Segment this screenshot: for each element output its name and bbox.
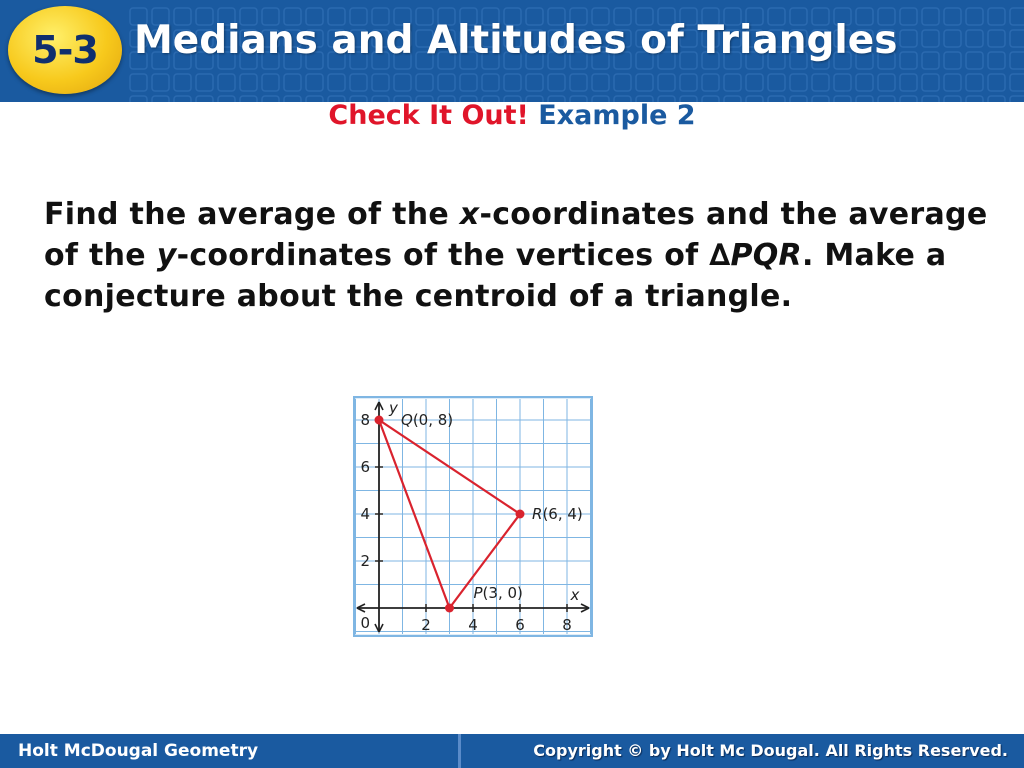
x-tick-label: 4 bbox=[468, 616, 478, 634]
y-tick-label: 4 bbox=[360, 505, 370, 523]
header-bar bbox=[0, 0, 1024, 102]
vertex-label-q: Q(0, 8) bbox=[401, 411, 454, 429]
check-it-out-label: Check It Out! bbox=[328, 100, 529, 131]
question-part: -coordinates of the vertices of bbox=[176, 238, 710, 273]
y-tick-label: 2 bbox=[360, 552, 370, 570]
question-text bbox=[44, 194, 989, 317]
x-tick-label: 8 bbox=[562, 616, 572, 634]
x-tick-label: 2 bbox=[421, 616, 431, 634]
lesson-number: 5-3 bbox=[32, 28, 98, 72]
question-part: . Make a conjecture about the centroid of a triangle. bbox=[44, 238, 947, 314]
vertex-q bbox=[375, 416, 384, 425]
footer-bar bbox=[0, 734, 1024, 768]
coordinate-graph bbox=[353, 396, 593, 637]
example-label: Example 2 bbox=[538, 100, 696, 131]
vertex-p bbox=[445, 604, 454, 613]
y-tick-label: 6 bbox=[360, 458, 370, 476]
footer-divider bbox=[458, 734, 461, 768]
x-axis-label: x bbox=[570, 586, 580, 604]
variable-y: y bbox=[156, 238, 177, 273]
y-axis-label: y bbox=[389, 399, 398, 417]
footer-copyright: Copyright © by Holt Mc Dougal. All Rights Reserved. bbox=[533, 741, 1008, 760]
lesson-badge bbox=[8, 6, 122, 94]
origin-label: 0 bbox=[360, 614, 370, 632]
vertex-label-r: R(6, 4) bbox=[532, 505, 583, 523]
page-title: Medians and Altitudes of Triangles bbox=[134, 18, 898, 63]
vertex-r bbox=[516, 510, 525, 519]
footer-publisher: Holt McDougal Geometry bbox=[18, 741, 259, 761]
x-tick-label: 6 bbox=[515, 616, 525, 634]
triangle-symbol: ∆ bbox=[709, 238, 731, 273]
question-part: -coordinates and the average of the bbox=[44, 197, 988, 273]
triangle-name: PQR bbox=[730, 238, 802, 273]
variable-x: x bbox=[459, 197, 480, 232]
question-part: Find the average of the bbox=[44, 197, 460, 232]
vertex-label-p: P(3, 0) bbox=[473, 584, 523, 602]
example-heading bbox=[0, 100, 1024, 131]
y-tick-label: 8 bbox=[360, 411, 370, 429]
